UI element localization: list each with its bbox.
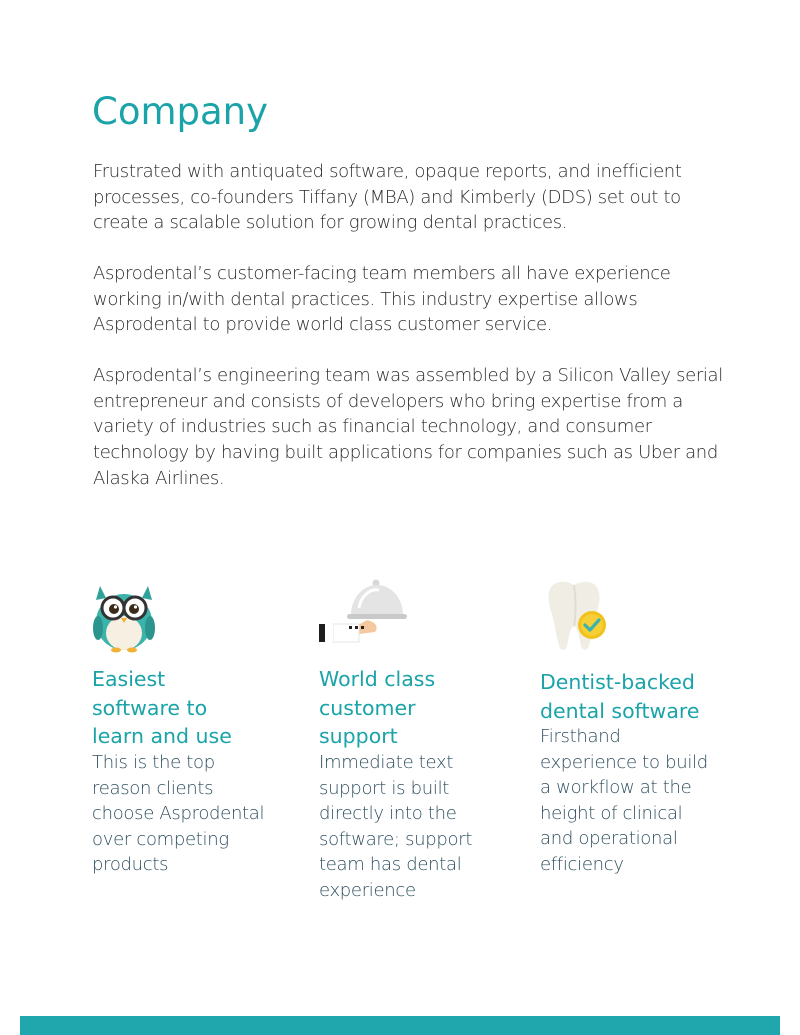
serving-cloche-icon <box>319 578 419 644</box>
feature-title: Dentist-backed dental software <box>540 670 700 723</box>
feature-title: Easiest software to learn and use <box>92 667 232 748</box>
page-title: Company <box>92 90 269 133</box>
feature-description: Firsthand experience to build a workflow at the height of clinical and operational efficiency <box>540 726 708 875</box>
owl-icon <box>92 578 156 654</box>
tooth-check-icon <box>540 578 610 652</box>
footer-bar <box>20 1016 780 1035</box>
feature-description: Immediate text support is built directly into the software; support team has dental experience <box>319 752 473 901</box>
feature-description: This is the top reason clients choose Asprodental over competing products <box>92 752 265 875</box>
customer-team-paragraph: Asprodental’s customer-facing team members all have experience working in/with dental practices. This industry expertise allows Asprodental to provide world class customer service. <box>93 263 671 336</box>
intro-paragraph: Frustrated with antiquated software, opaque reports, and inefficient processes, co-founders Tiffany (MBA) and Kimberly (DDS) set out to create a scalable solution for growing dental practices. <box>93 161 682 234</box>
feature-title: World class customer support <box>319 667 436 748</box>
engineering-team-paragraph: Asprodental’s engineering team was assembled by a Silicon Valley serial entrepreneur and consists of developers who bring expertise from a variety of industries such as financial technology, and consumer technology by having built applications for companies such as Uber and Alaska Airlines. <box>93 365 723 489</box>
